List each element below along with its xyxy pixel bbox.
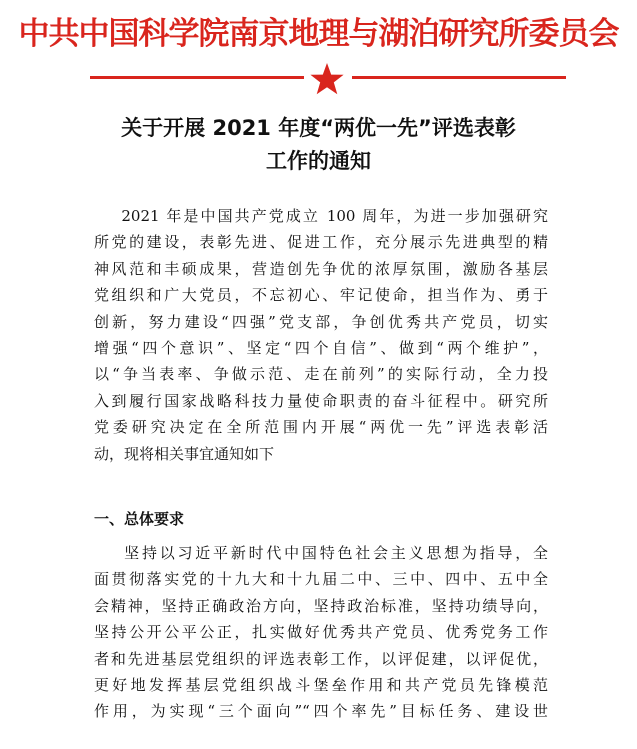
paragraph-line: 作用，为实现“三个面向”“四个率先”目标任务、建设世 xyxy=(94,702,548,721)
paragraph-line: 动，现将相关事宜通知如下 xyxy=(94,444,275,463)
paragraph-line: 所党的建设，表彰先进、促进工作，充分展示先进典型的精 xyxy=(94,233,548,252)
paragraph-line: 面贯彻落实党的十九大和十九届二中、三中、四中、五中全 xyxy=(94,570,548,589)
paragraph-line: 神风范和丰硕成果，营造创先争优的浓厚氛围，激励各基层 xyxy=(94,259,548,278)
paragraph-line: 坚持以习近平新时代中国特色社会主义思想为指导，全 xyxy=(94,544,548,562)
paragraph-line: 以“争当表率、争做示范、走在前列”的实际行动，全力投 xyxy=(94,365,548,384)
paragraph-line: 党委研究决定在全所范围内开展“两优一先”评选表彰活 xyxy=(94,418,548,437)
paragraph-line: 党组织和广大党员，不忘初心、牢记使命，担当作为、勇于 xyxy=(94,286,548,305)
paragraph-line: 更好地发挥基层党组织战斗堡垒作用和共产党员先锋模范 xyxy=(94,676,548,695)
header-rule-right xyxy=(352,76,566,79)
star-icon xyxy=(309,62,345,96)
paragraph-line: 2021 年是中国共产党成立 100 周年，为进一步加强研究 xyxy=(94,207,548,225)
paragraph-line: 会精神，坚持正确政治方向，坚持政治标准，坚持功绩导向， xyxy=(94,596,548,615)
document-title xyxy=(0,112,637,178)
organization-name: 中共中国科学院南京地理与湖泊研究所委员会 xyxy=(18,16,619,52)
paragraph-line: 创新，努力建设“四强”党支部，争创优秀共产党员，切实 xyxy=(94,312,548,331)
header-rule-left xyxy=(90,76,304,79)
paragraph-line: 者和先进基层党组织的评选表彰工作，以评促建，以评促优， xyxy=(94,649,548,668)
section-heading-general-requirements: 一、总体要求 xyxy=(94,510,185,528)
paragraph-intro xyxy=(94,203,548,467)
paragraph-line: 入到履行国家战略科技力量使命职责的奋斗征程中。研究所 xyxy=(94,391,548,410)
paragraph-line: 坚持公开公平公正，扎实做好优秀共产党员、优秀党务工作 xyxy=(94,623,548,642)
document-title-line-2: 工作的通知 xyxy=(266,149,371,173)
paragraph-general-requirements xyxy=(94,540,548,725)
paragraph-line: 增强“四个意识”、坚定“四个自信”、做到“两个维护”， xyxy=(94,339,548,358)
document-title-line-1: 关于开展 2021 年度“两优一先”评选表彰 xyxy=(121,116,516,140)
